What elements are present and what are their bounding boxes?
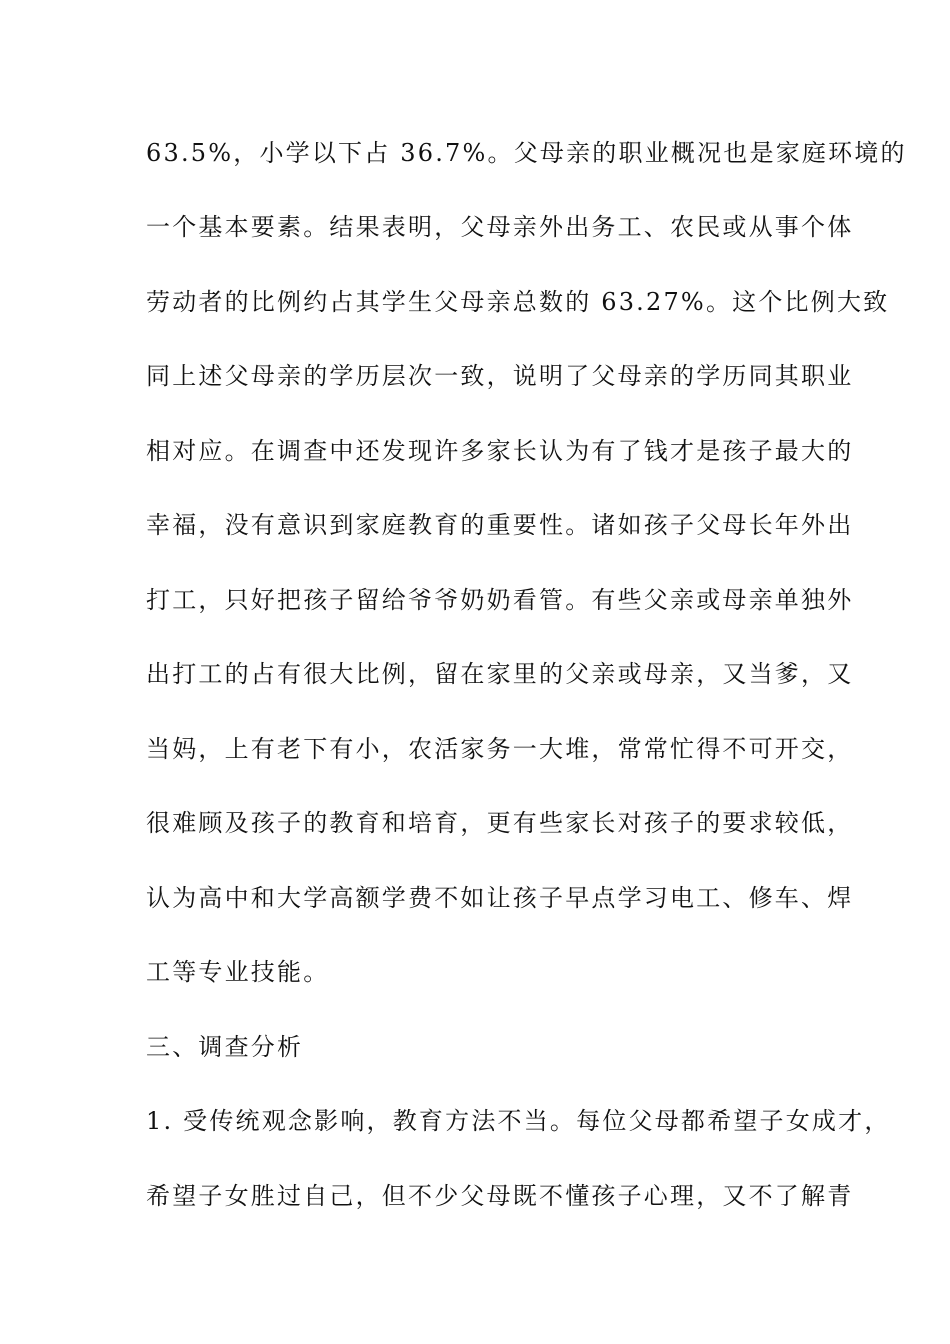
body-text-line: 一个基本要素。结果表明，父母亲外出务工、农民或从事个体 — [146, 213, 854, 241]
body-text-line: 同上述父母亲的学历层次一致，说明了父母亲的学历同其职业 — [146, 362, 854, 390]
body-text-line: 很难顾及孩子的教育和培育，更有些家长对孩子的要求较低， — [146, 809, 854, 837]
numbered-paragraph-line: 1. 受传统观念影响，教育方法不当。每位父母都希望子女成才， — [146, 1107, 891, 1135]
body-text-line: 相对应。在调查中还发现许多家长认为有了钱才是孩子最大的 — [146, 437, 854, 465]
body-text-line: 认为高中和大学高额学费不如让孩子早点学习电工、修车、焊 — [146, 884, 854, 912]
body-text-line: 希望子女胜过自己，但不少父母既不懂孩子心理，又不了解青 — [146, 1182, 854, 1210]
body-text-line: 63.5%，小学以下占 36.7%。父母亲的职业概况也是家庭环境的 — [146, 139, 907, 167]
section-heading: 三、调查分析 — [146, 1033, 304, 1061]
body-text-line: 当妈，上有老下有小，农活家务一大堆，常常忙得不可开交， — [146, 735, 854, 763]
body-text-line: 出打工的占有很大比例，留在家里的父亲或母亲，又当爹，又 — [146, 660, 854, 688]
body-text-line: 劳动者的比例约占其学生父母亲总数的 63.27%。这个比例大致 — [146, 288, 890, 316]
body-text-line: 幸福，没有意识到家庭教育的重要性。诸如孩子父母长年外出 — [146, 511, 854, 539]
body-text-line: 打工，只好把孩子留给爷爷奶奶看管。有些父亲或母亲单独外 — [146, 586, 854, 614]
body-text-line: 工等专业技能。 — [146, 958, 330, 986]
